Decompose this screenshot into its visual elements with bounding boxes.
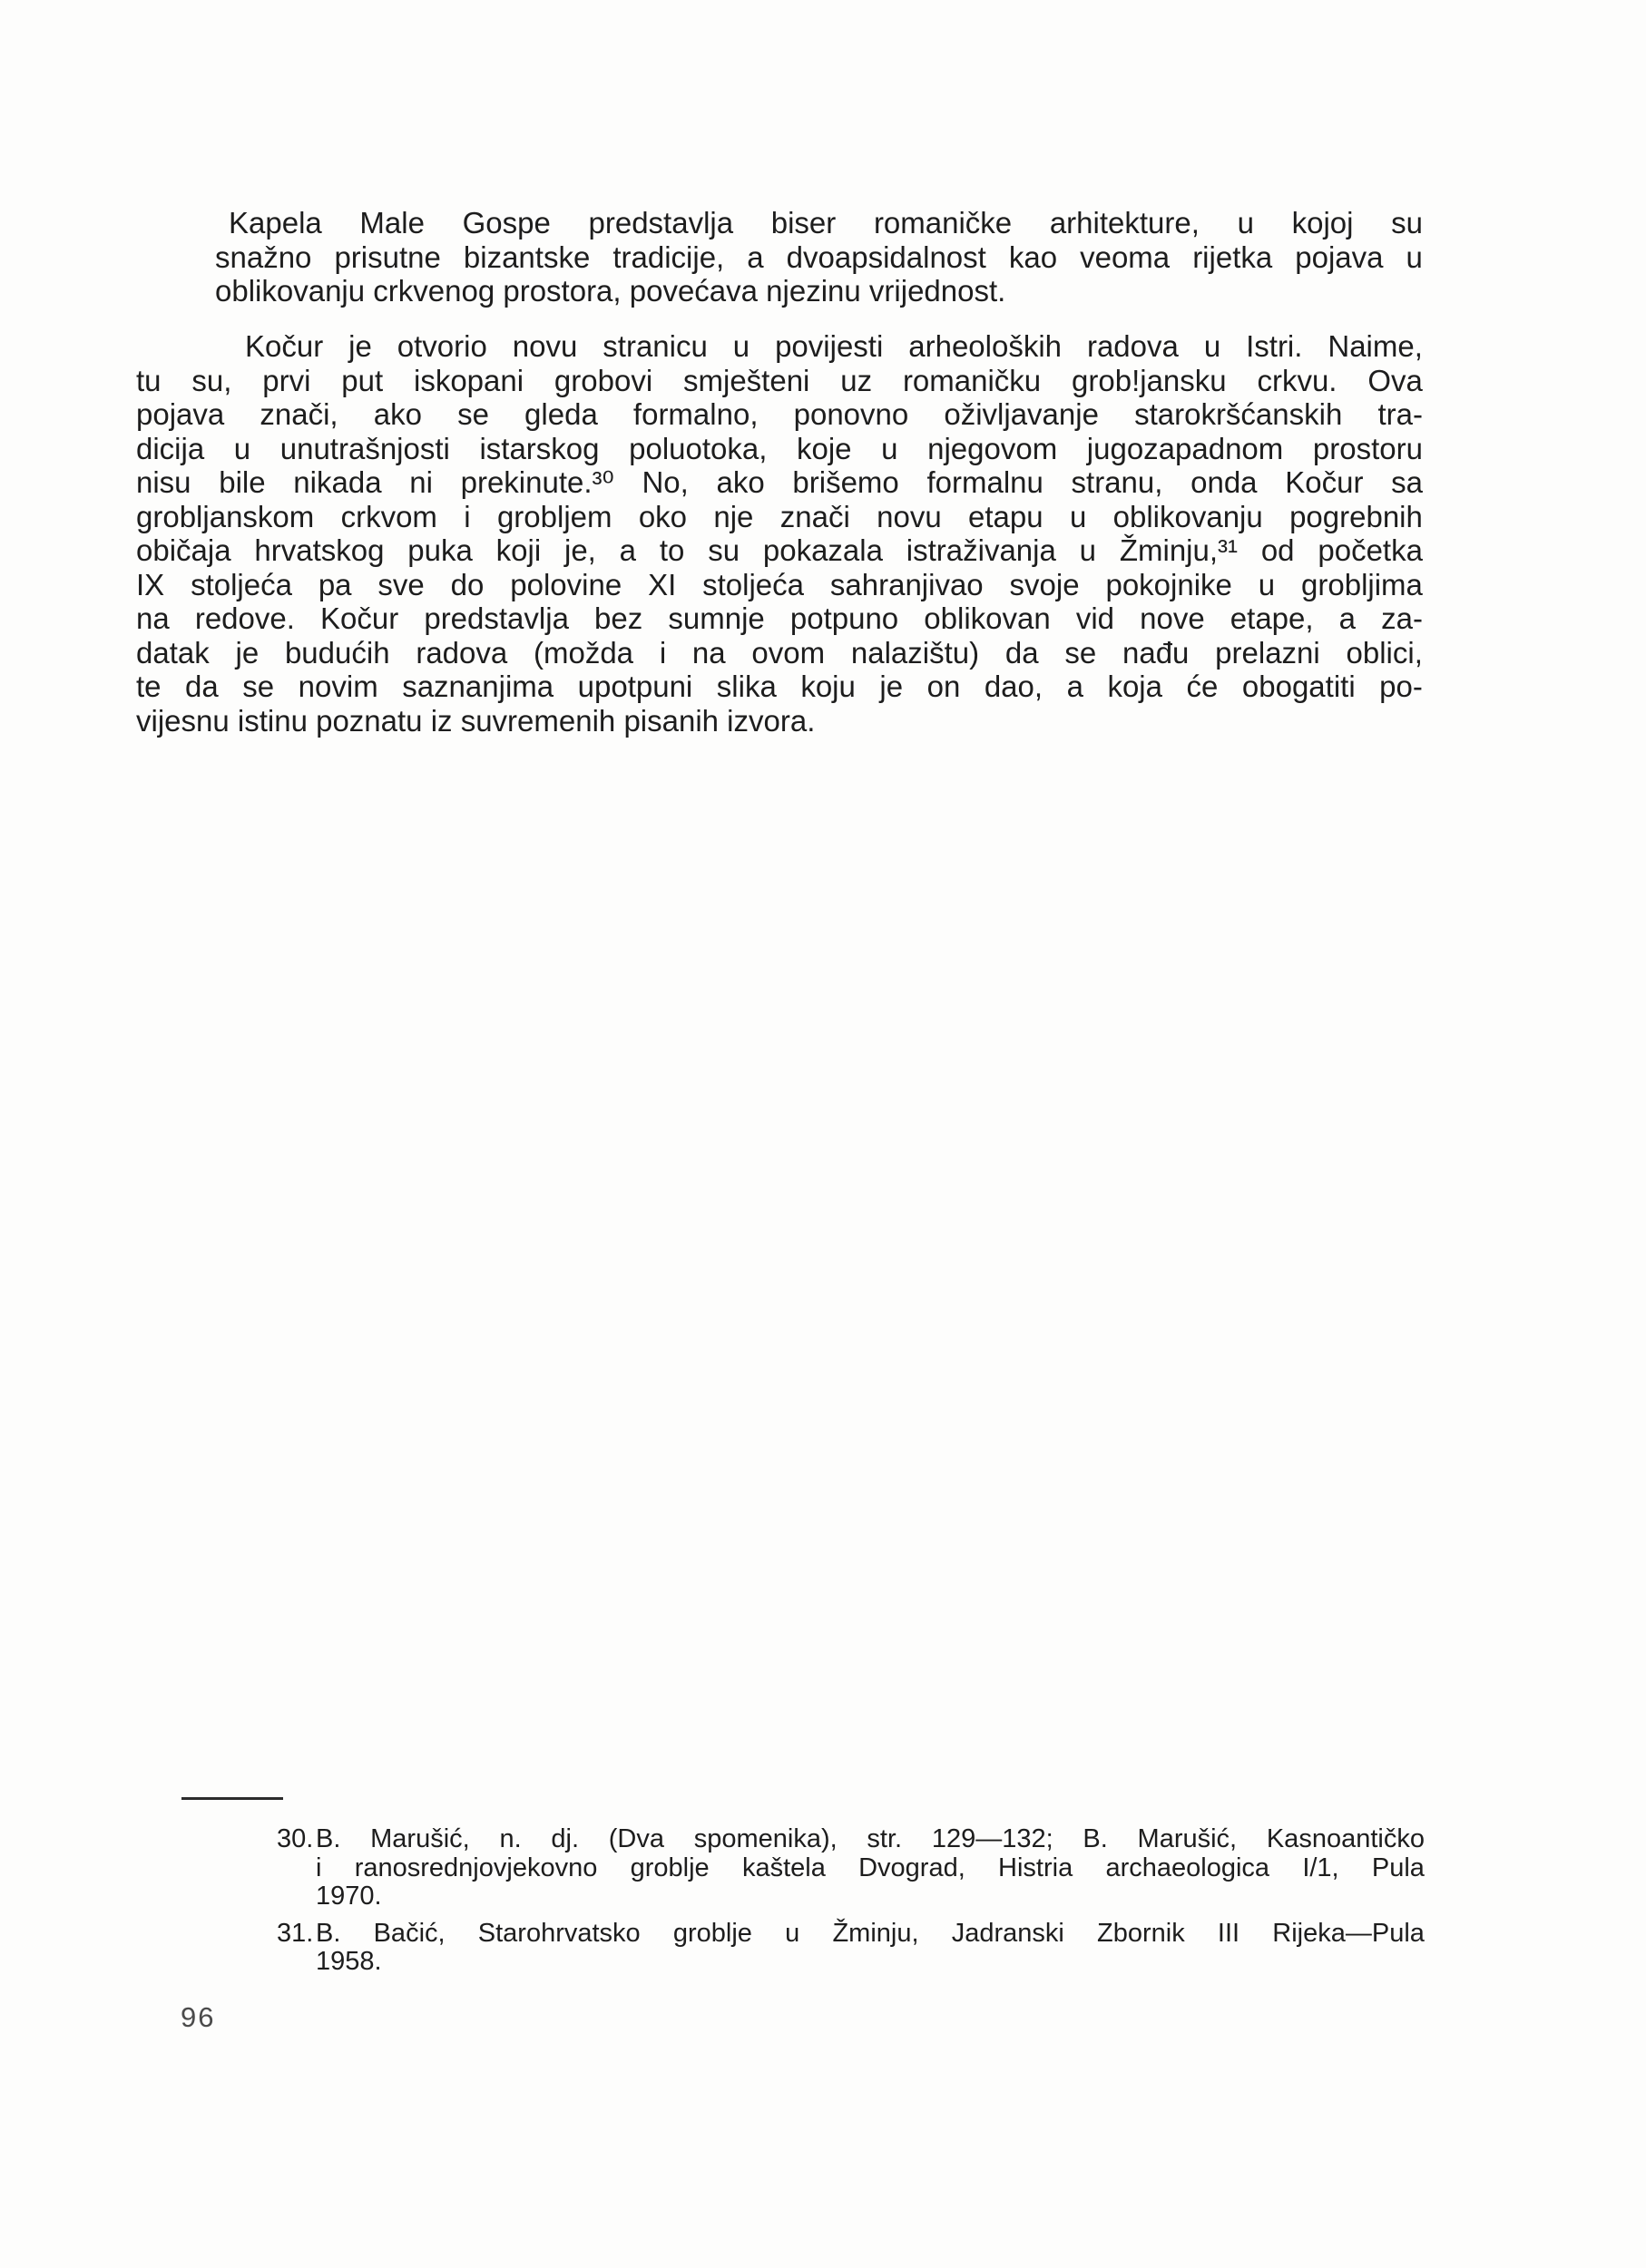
word: po-	[1379, 670, 1423, 703]
word: veoma	[1080, 240, 1171, 274]
word: Pula	[1371, 1853, 1425, 1882]
word: snažno	[215, 240, 312, 274]
word: kaštela	[741, 1853, 826, 1882]
word: n.	[499, 1824, 522, 1853]
word: predstavlja	[424, 601, 569, 635]
word: Histria	[998, 1853, 1073, 1882]
word: je	[879, 670, 904, 703]
word: slika	[716, 670, 777, 703]
word: sahranjivao	[829, 567, 984, 601]
word: grobljima	[1301, 567, 1423, 601]
word: stoljeća	[191, 567, 292, 601]
word: nje	[713, 499, 754, 533]
word: No,	[642, 465, 689, 499]
word: pokazala	[762, 533, 883, 567]
word: arhitekture,	[1049, 206, 1200, 240]
word: istarskog	[479, 431, 600, 465]
word: znači	[779, 499, 850, 533]
word: radova	[1086, 329, 1179, 363]
word: ako	[373, 397, 422, 431]
word: običaja	[136, 533, 231, 567]
word: grobovi	[554, 363, 653, 397]
word: novu	[512, 329, 578, 363]
word: koju	[800, 670, 856, 703]
word: svoje	[1009, 567, 1080, 601]
word: novim	[298, 670, 378, 703]
word: nisu	[136, 465, 191, 499]
footnote-text	[316, 1920, 1425, 1977]
footnote-number: 31.	[277, 1918, 314, 1948]
word: tradicije,	[612, 240, 725, 274]
word: (možda	[534, 635, 634, 670]
footnote-number: 30.	[277, 1824, 314, 1853]
word: Zbornik	[1097, 1918, 1185, 1948]
word: groblje	[630, 1853, 710, 1882]
word: dvoapsidalnost	[786, 240, 986, 274]
word: saznanjima	[402, 670, 554, 703]
word: u	[1258, 567, 1276, 601]
word: prisutne	[334, 240, 441, 274]
word: prvi	[262, 363, 311, 397]
text-line	[136, 329, 1423, 364]
word: na	[136, 601, 170, 635]
word: Marušić,	[370, 1824, 470, 1853]
word: etapu	[968, 499, 1043, 533]
word: B.	[316, 1918, 341, 1948]
word: stoljeća	[702, 567, 805, 601]
text-line	[136, 432, 1423, 466]
text-line	[136, 364, 1423, 398]
word: iskopani	[414, 363, 524, 397]
word: Kočur	[320, 601, 399, 635]
word: biser	[770, 206, 837, 240]
word: početka	[1318, 533, 1423, 567]
word: se	[242, 670, 275, 703]
word: dao,	[984, 670, 1043, 703]
word: koji	[495, 533, 542, 567]
text-line: 1970.	[316, 1882, 382, 1911]
word: prostoru	[1312, 431, 1423, 465]
word: je	[235, 635, 260, 670]
word: ovom	[751, 635, 826, 670]
word: u	[1079, 533, 1097, 567]
word: istraživanja	[906, 533, 1056, 567]
word: etape,	[1230, 601, 1314, 635]
word: puka	[407, 533, 473, 567]
word: arheoloških	[908, 329, 1063, 363]
page-number: 96	[181, 2001, 216, 2033]
word: u	[1237, 206, 1254, 240]
word: Žminju,	[832, 1918, 919, 1948]
word: tu	[136, 363, 162, 397]
word: će	[1186, 670, 1219, 703]
word: i	[659, 635, 667, 670]
word: Kočur	[245, 329, 324, 363]
text-line	[136, 670, 1423, 704]
word: nađu	[1122, 635, 1190, 670]
text-line: oblikovanju crkvenog prostora, povećava njezinu vrijednost.	[215, 274, 1006, 308]
word: prekinute.³⁰	[460, 465, 614, 499]
word: u	[732, 329, 750, 363]
word: unutrašnjosti	[279, 431, 450, 465]
word: Istri.	[1246, 329, 1303, 363]
text-line	[316, 1920, 1425, 1949]
word: ako	[716, 465, 765, 499]
word: polovine	[510, 567, 622, 601]
word: formalno,	[632, 397, 759, 431]
text-line: 1958.	[316, 1947, 382, 1976]
word: sve	[377, 567, 425, 601]
word: crkvom	[340, 499, 437, 533]
word: sa	[1391, 465, 1423, 499]
footnotes-block	[277, 1825, 1426, 1977]
word: ranosrednjovjekovno	[354, 1853, 598, 1882]
word: je	[348, 329, 372, 363]
word: obogatiti	[1241, 670, 1356, 703]
footnote	[277, 1920, 1426, 1977]
word: do	[450, 567, 485, 601]
word: nove	[1140, 601, 1205, 635]
word: novu	[877, 499, 942, 533]
word: su	[1391, 206, 1423, 240]
word: groblje	[672, 1918, 752, 1948]
word: a	[1066, 670, 1083, 703]
word: potpuno	[789, 601, 899, 635]
word: i	[464, 499, 471, 533]
word: a	[747, 240, 764, 274]
word: Naime,	[1328, 329, 1423, 363]
word: a	[1338, 601, 1357, 635]
word: pokojnike	[1105, 567, 1232, 601]
word: hrvatskog	[254, 533, 385, 567]
word: oko	[638, 499, 688, 533]
word: Ova	[1367, 363, 1423, 397]
footnote-text	[316, 1825, 1425, 1911]
word: te	[136, 670, 162, 703]
word: u	[785, 1918, 800, 1948]
word: XI	[648, 567, 677, 601]
word: kojoj	[1291, 206, 1354, 240]
word: nalazištu)	[850, 635, 980, 670]
word: (Dva	[608, 1824, 664, 1853]
text-line	[136, 465, 1423, 500]
text-line	[215, 206, 1423, 240]
word: vid	[1075, 601, 1115, 635]
word: I/1,	[1302, 1853, 1339, 1882]
word: Dvograd,	[858, 1853, 965, 1882]
word: oblikovan	[924, 601, 1051, 635]
word: u	[233, 431, 251, 465]
word: B.	[1083, 1824, 1108, 1853]
word: redove.	[194, 601, 295, 635]
word: a	[619, 533, 637, 567]
word: sumnje	[668, 601, 765, 635]
text-line	[215, 240, 1423, 275]
word: brišemo	[792, 465, 899, 499]
word: pogrebnih	[1289, 499, 1423, 533]
word: Marušić,	[1137, 1824, 1238, 1853]
word: pojava	[1295, 240, 1384, 274]
word: grobljanskom	[136, 499, 315, 533]
word: 129—132;	[931, 1824, 1053, 1853]
word: su,	[191, 363, 232, 397]
word: tra-	[1377, 397, 1423, 431]
word: str.	[867, 1824, 903, 1853]
word: u	[1406, 240, 1423, 274]
word: Jadranski	[951, 1918, 1064, 1948]
word: Gospe	[462, 206, 551, 240]
word: ni	[409, 465, 433, 499]
word: su	[708, 533, 740, 567]
word: Starohrvatsko	[477, 1918, 641, 1948]
word: znači,	[260, 397, 338, 431]
word: datak	[136, 635, 210, 670]
word: dj.	[551, 1824, 580, 1853]
word: bez	[594, 601, 643, 635]
word: kao	[1008, 240, 1058, 274]
word: ponovno	[793, 397, 909, 431]
word: Male	[359, 206, 425, 240]
word: oživljavanje	[944, 397, 1099, 431]
paragraph	[136, 329, 1423, 738]
word: i	[316, 1853, 322, 1882]
word: to	[659, 533, 685, 567]
word: pa	[318, 567, 352, 601]
word: se	[457, 397, 489, 431]
word: Rijeka—Pula	[1272, 1918, 1425, 1948]
word: Kočur	[1285, 465, 1364, 499]
word: bile	[219, 465, 266, 499]
word: u	[1069, 499, 1087, 533]
word: Bačić,	[373, 1918, 446, 1948]
word: od	[1260, 533, 1295, 567]
word: na	[691, 635, 726, 670]
word: grob!jansku	[1072, 363, 1227, 397]
word: grobljem	[496, 499, 612, 533]
word: povijesti	[775, 329, 884, 363]
word: se	[1064, 635, 1097, 670]
text-line	[136, 397, 1423, 432]
text-line	[136, 601, 1423, 636]
text-line: vijesnu istinu poznatu iz suvremenih pisanih izvora.	[136, 703, 816, 738]
word: romaničku	[902, 363, 1042, 397]
word: spomenika),	[693, 1824, 838, 1853]
word: onda	[1190, 465, 1258, 499]
text-line	[316, 1825, 1425, 1854]
word: uz	[840, 363, 873, 397]
word: oblikovanju	[1112, 499, 1263, 533]
word: Kasnoantičko	[1266, 1824, 1425, 1853]
word: Žminju,³¹	[1119, 533, 1239, 567]
word: koje	[797, 431, 852, 465]
word: pojava	[136, 397, 225, 431]
word: smješteni	[683, 363, 810, 397]
word: koja	[1107, 670, 1162, 703]
word: da	[185, 670, 219, 703]
word: dicija	[136, 431, 205, 465]
word: za-	[1381, 601, 1423, 635]
word: IX	[136, 567, 165, 601]
text-line	[136, 533, 1423, 568]
word: gleda	[524, 397, 598, 431]
word: njegovom	[927, 431, 1058, 465]
word: on	[926, 670, 961, 703]
word: archaeologica	[1105, 1853, 1270, 1882]
word: starokršćanskih	[1134, 397, 1343, 431]
paragraph	[215, 206, 1423, 308]
word: predstavlja	[588, 206, 734, 240]
word: oblici,	[1346, 635, 1423, 670]
word: B.	[316, 1824, 341, 1853]
word: da	[1004, 635, 1039, 670]
word: radova	[416, 635, 508, 670]
word: III	[1217, 1918, 1240, 1948]
text-line	[136, 568, 1423, 602]
word: poluotoka,	[629, 431, 768, 465]
word: stranicu	[603, 329, 708, 363]
word: otvorio	[397, 329, 487, 363]
word: formalnu	[926, 465, 1043, 499]
word: budućih	[284, 635, 390, 670]
word: Kapela	[229, 206, 322, 240]
word: stranu,	[1071, 465, 1163, 499]
word: prelazni	[1215, 635, 1320, 670]
word: rijetka	[1192, 240, 1273, 274]
word: u	[881, 431, 898, 465]
word: romaničke	[873, 206, 1013, 240]
word: jugozapadnom	[1086, 431, 1284, 465]
word: nikada	[293, 465, 382, 499]
text-line	[136, 500, 1423, 534]
word: upotpuni	[577, 670, 693, 703]
word: je,	[564, 533, 596, 567]
word: crkvu.	[1257, 363, 1337, 397]
footnote	[277, 1825, 1426, 1911]
word: bizantske	[463, 240, 591, 274]
word: u	[1203, 329, 1221, 363]
footnote-separator	[181, 1797, 283, 1800]
text-line	[316, 1854, 1425, 1883]
text-line	[136, 636, 1423, 670]
word: put	[341, 363, 384, 397]
